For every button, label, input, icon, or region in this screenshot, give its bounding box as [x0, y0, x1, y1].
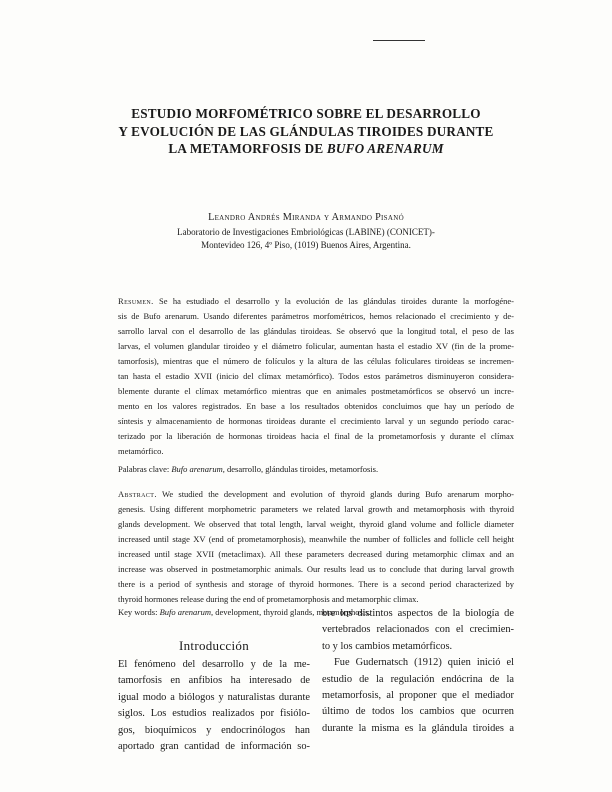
- body-line: siglos. Los estudios realizados por fisiólo-: [118, 708, 310, 720]
- resumen-line: metamórfico.: [118, 446, 164, 456]
- abstract-line: thyroid hormones release during the end of prometamorphosis and metamorphic climax.: [118, 594, 419, 604]
- resumen-line: terizado por la liberación de hormonas tiroideas hacia el final de la prometamorfosis y durante el clímax: [118, 431, 514, 441]
- section-heading: Introducción: [178, 637, 250, 653]
- resumen-line: síntesis y almacenamiento de hormonas tiroideas durante el crecimiento larval y un segundo período carac-: [118, 416, 514, 426]
- body-line: tamorfosis en anfibios ha interesado de: [118, 675, 310, 687]
- abstract-line: increased until stage XV (end of prometamorphosis), meanwhile the number of follicles and follicle cell height: [118, 534, 514, 544]
- resumen-line: tamorfosis), mientras que el número de folículos y la altura de las células foliculares tiroideas se incremen-: [118, 356, 514, 366]
- left-column: [118, 657, 310, 755]
- title-line: LA METAMORFOSIS DE BUFO ARENARUM: [168, 141, 444, 156]
- abstract-line: genesis. Using different morphometric parameters we related larval growth and metamorphosis with thyroid: [118, 504, 514, 514]
- body-line: vertebrados relacionados con el crecimien-: [322, 624, 514, 636]
- resumen-line: tan hasta el estadio XVII (inicio del clímax metamórfico). Todos estos parámetros disminuyeron considera-: [118, 371, 514, 381]
- abstract-line: glands development. We observed that total length, larval weight, thyroid gland volume and follicle diameter: [118, 519, 514, 529]
- title-line: Y EVOLUCIÓN DE LAS GLÁNDULAS TIROIDES DURANTE: [118, 123, 494, 139]
- resumen-line: blemente durante el clímax metamórfico mientras que en animales postmetamórficos se observó un incre-: [118, 386, 514, 396]
- resumen-keywords: Palabras clave: Bufo arenarum, desarrollo, glándulas tiroides, metamorfosis.: [118, 464, 379, 474]
- body-line: igual modo a biólogos y naturalistas durante: [118, 691, 310, 703]
- affiliation-line: Laboratorio de Investigaciones Embriológicas (LABINE) (CONICET)-: [177, 227, 435, 237]
- title-species: BUFO ARENARUM: [326, 141, 444, 156]
- body-line: metamorfosis, al proponer que el mediador: [322, 690, 514, 702]
- body-line: El fenómeno del desarrollo y de la me-: [118, 659, 310, 670]
- body-line: bre los distintos aspectos de la biología de: [322, 608, 514, 619]
- abstract-block: [118, 487, 514, 607]
- affiliation-line: Montevideo 126, 4º Piso, (1019) Buenos Aires, Argentina.: [201, 240, 411, 250]
- body-line: Fue Gudernatsch (1912) quien inició el: [334, 657, 514, 669]
- right-column: [322, 606, 514, 737]
- body-line: gos, bioquímicos y endocrinólogos han: [118, 724, 310, 736]
- resumen-line: sarrollo larval con el desarrollo de las glándulas tiroideas. Se observó que la longitud total, el peso de las: [118, 326, 514, 336]
- resumen-line: sis de Bufo arenarum. Usando diferentes parámetros morfométricos, hemos relacionado el crecimiento y de-: [118, 311, 514, 321]
- abstract-keywords: Key words: Bufo arenarum, development, thyroid glands, metamorphosis.: [118, 607, 371, 617]
- body-line: durante la misma es la glándula tiroides a: [322, 722, 514, 734]
- body-line: aportado gran cantidad de información so-: [118, 741, 310, 753]
- abstract-line: increase was observed in postmetamorphic animals. Our results lead us to conclude that during larval growth: [118, 564, 514, 574]
- resumen-line: larvas, el volumen glandular tiroideo y el diámetro folicular, aumentan hasta el estadio XV (fin de la prome-: [118, 341, 514, 351]
- abstract-line: Abstract. We studied the development and evolution of thyroid glands during Bufo arenarum morpho-: [118, 489, 514, 499]
- authors: Leandro Andrés Miranda y Armando Pisanó: [208, 212, 404, 223]
- resumen-line: mento en los valores registrados. En base a los resultados obtenidos concluimos que hay un período de: [118, 401, 514, 411]
- body-line: último de todos los cambios que ocurren: [322, 706, 514, 718]
- resumen-line: Resumen. Se ha estudiado el desarrollo y la evolución de las glándulas tiroides durante la morfogéne-: [118, 296, 514, 306]
- resumen-block: [118, 294, 514, 459]
- header-rule: [373, 40, 425, 41]
- title-line: ESTUDIO MORFOMÉTRICO SOBRE EL DESARROLLO: [131, 106, 481, 121]
- abstract-line: increased until stage XVII (metaclimax). All these parameters decreased during metamorphic climax and an: [118, 549, 514, 559]
- body-line: to y los cambios metamórficos.: [322, 640, 453, 652]
- abstract-line: there is a period of synthesis and storage of thyroid hormones. There is a second period characterized by: [118, 579, 514, 589]
- body-line: estudio de la regulación endócrina de la: [322, 673, 514, 685]
- affiliation: [70, 226, 542, 252]
- article-title: [70, 105, 542, 158]
